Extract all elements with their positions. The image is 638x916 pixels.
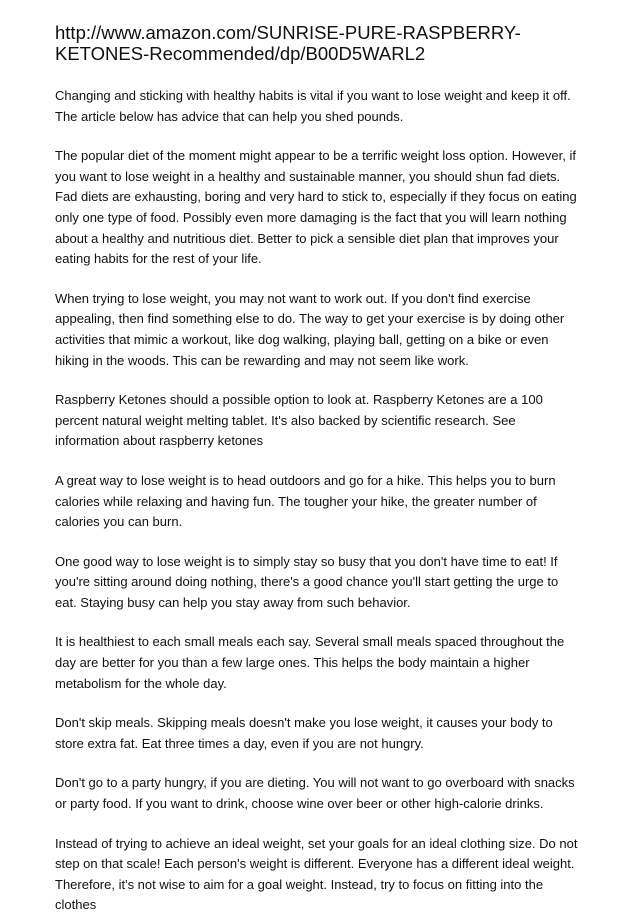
paragraph-stay-busy: One good way to lose weight is to simply stay so busy that you don't have time to eat! If you're sitting around doing nothing, there's a good chance you'll start getting the urge to eat. Staying busy can help you stay away from such behavior. (55, 553, 559, 610)
paragraph-skip-meals: Don't skip meals. Skipping meals doesn't make you lose weight, it causes your body to store extra fat. Eat three times a day, even if you are not hungry. (55, 715, 553, 751)
paragraph-clothing-size: Instead of trying to achieve an ideal weight, set your goals for an ideal clothing size. Do not step on that scale! Each person's weight is different. Everyone has a different ideal weight. Therefore, it's not wise to aim for a goal weight. Instead, try to focus on fitting into the clothes (55, 835, 578, 913)
paragraph-small-meals: It is healthiest to each small meals each say. Several small meals spaced throughout the day are better for you than a few large ones. This helps the body maintain a higher metabolism for the whole day. (55, 634, 565, 691)
page-title (55, 22, 583, 64)
paragraph-exercise: When trying to lose weight, you may not want to work out. If you don't find exercise appealing, then find something else to do. The way to get your exercise is by doing other activities that mimic a workout, like dog walking, playing ball, getting on a bike or even hiking in the woods. This can be rewarding and may not seem like work. (55, 290, 565, 368)
paragraph-party: Don't go to a party hungry, if you are dieting. You will not want to go overboard with snacks or party food. If you want to drink, choose wine over beer or other high-calorie drinks. (55, 775, 575, 812)
paragraph-raspberry-ketones: Raspberry Ketones should a possible option to look at. Raspberry Ketones are a 100 percent natural weight melting tablet. It's also backed by scientific research. See information about raspberry ketones (55, 392, 543, 449)
title-line-2: KETONES-Recommended/dp/B00D5WARL2 (55, 43, 426, 64)
paragraph-intro: Changing and sticking with healthy habits is vital if you want to lose weight and keep it off. The article below has advice that can help you shed pounds. (55, 88, 571, 124)
paragraph-hiking: A great way to lose weight is to head outdoors and go for a hike. This helps you to burn calories while relaxing and having fun. The tougher your hike, the greater number of calories you can burn. (55, 472, 556, 530)
paragraph-fad-diets: The popular diet of the moment might appear to be a terrific weight loss option. However, if you want to lose weight in a healthy and sustainable manner, you should shun fad diets. Fad diets are exhausting, boring and very hard to stick to, especially if they focus on eating only one type of food. Possibly even more damaging is the fact that you will learn nothing about a healthy and nutritious diet. Better to pick a sensible diet plan that improves your eating habits for the rest of your life. (55, 148, 577, 267)
title-line-1: http://www.amazon.com/SUNRISE-PURE-RASPBERRY- (55, 22, 521, 43)
